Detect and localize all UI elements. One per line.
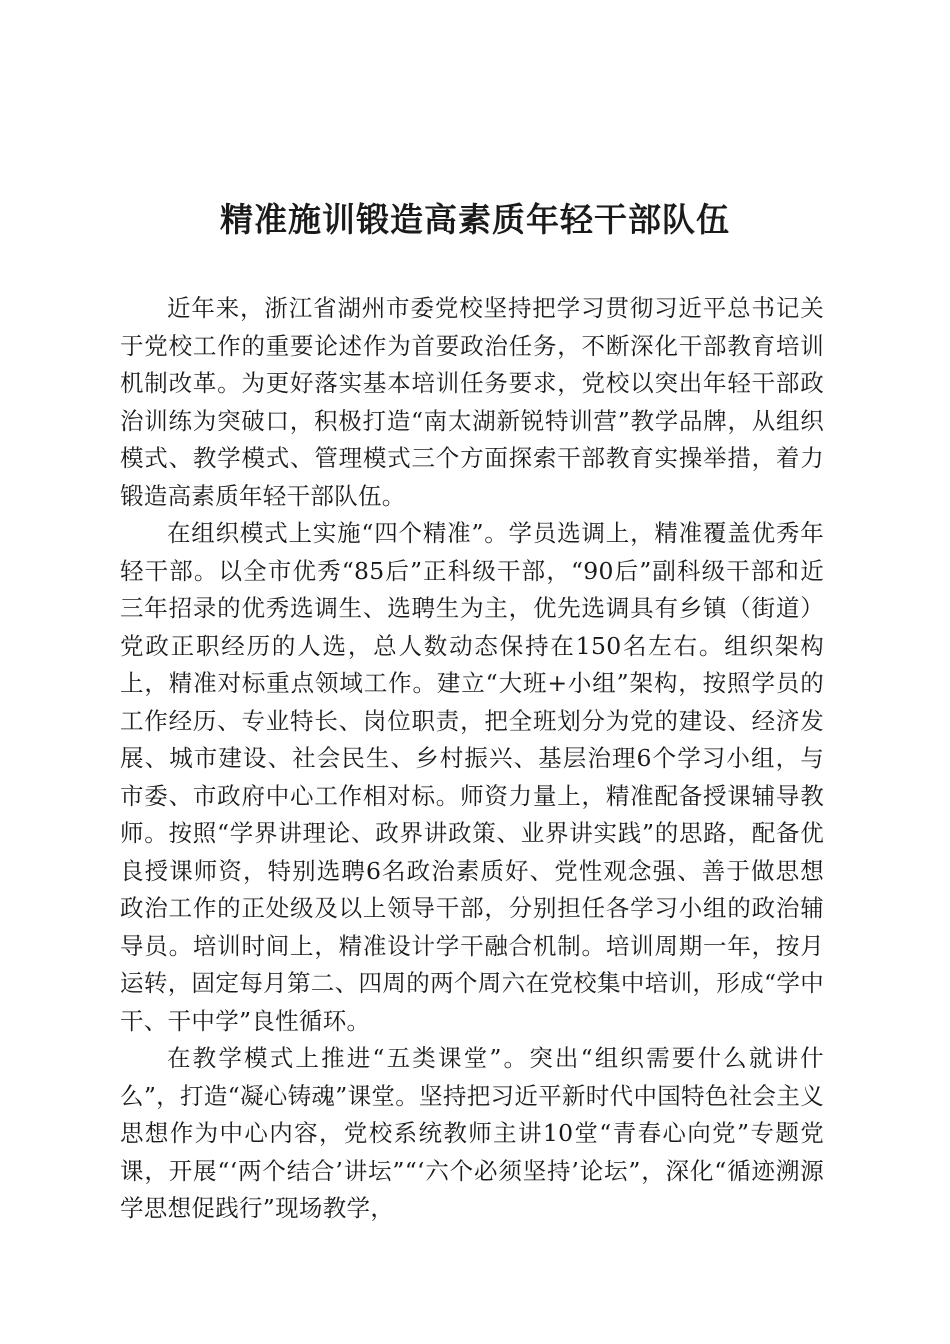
document-body — [120, 290, 824, 1228]
document-title: 精准施训锻造高素质年轻干部队伍 — [220, 200, 730, 239]
paragraph-teaching-mode: 在教学模式上推进“五类课堂”。突出“组织需要什么就讲什么”，打造“凝心铸魂”课堂。坚持把习近平新时代中国特色社会主义思想作为中心内容，党校系统教师主讲10堂“青春心向党”专题党课，开展“‘两个结合’讲坛”“‘六个必须坚持’论坛”，深化“循迹溯源学思想促践行”现场教学， — [120, 1044, 824, 1222]
paragraph-intro: 近年来，浙江省湖州市委党校坚持把学习贯彻习近平总书记关于党校工作的重要论述作为首要政治任务，不断深化干部教育培训机制改革。为更好落实基本培训任务要求，党校以突出年轻干部政治训练为突破口，积极打造“南太湖新锐特训营”教学品牌，从组织模式、教学模式、管理模式三个方面探索干部教育实操举措，着力锻造高素质年轻干部队伍。 — [120, 294, 824, 510]
paragraph-organization-mode: 在组织模式上实施“四个精准”。学员选调上，精准覆盖优秀年轻干部。以全市优秀“85后”正科级干部，“90后”副科级干部和近三年招录的优秀选调生、选聘生为主，优先选调具有乡镇（街道）党政正职经历的人选，总人数动态保持在150名左右。组织架构上，精准对标重点领域工作。建立“大班+小组”架构，按照学员的工作经历、专业特长、岗位职责，把全班划分为党的建设、经济发展、城市建设、社会民生、乡村振兴、基层治理6个学习小组，与市委、市政府中心工作相对标。师资力量上，精准配备授课辅导教师。按照“学界讲理论、政界讲政策、业界讲实践”的思路，配备优良授课师资，特别选聘6名政治素质好、党性观念强、善于做思想政治工作的正处级及以上领导干部，分别担任各学习小组的政治辅导员。培训时间上，精准设计学干融合机制。培训周期一年，按月运转，固定每月第二、四周的两个周六在党校集中培训，形成“学中干、干中学”良性循环。 — [120, 519, 824, 1035]
